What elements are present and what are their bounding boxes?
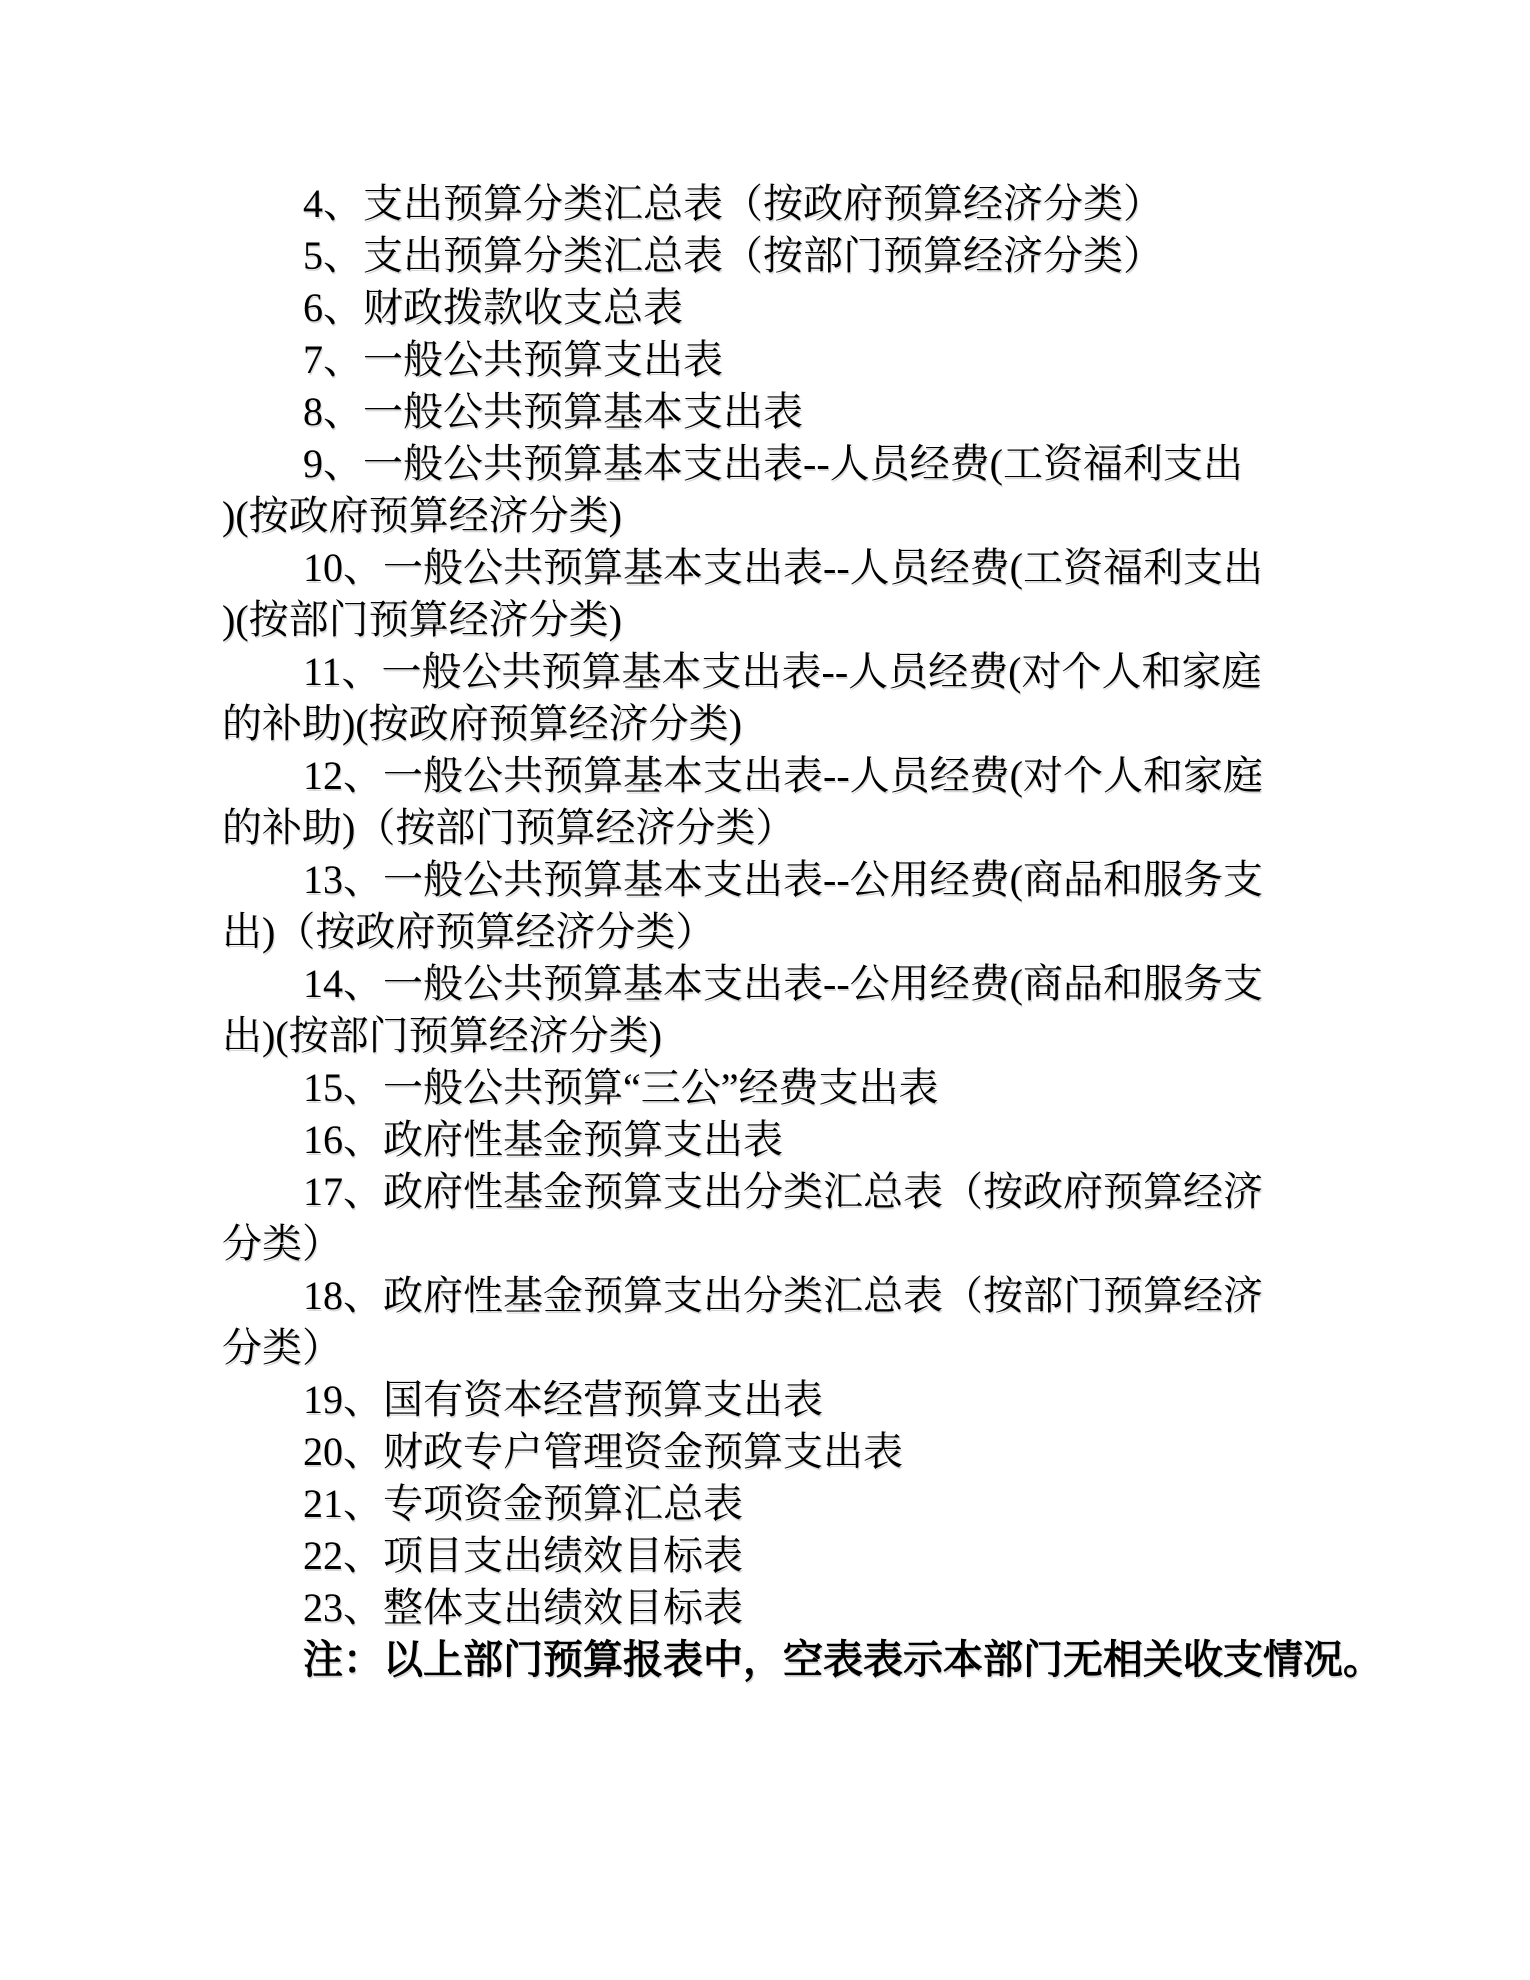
list-line: 17、政府性基金预算支出分类汇总表（按政府预算经济 bbox=[303, 1169, 1263, 1214]
list-line: 6、财政拨款收支总表 bbox=[303, 285, 683, 330]
list-line: 8、一般公共预算基本支出表 bbox=[303, 389, 803, 434]
list-line: 9、一般公共预算基本支出表--人员经费(工资福利支出 bbox=[303, 441, 1243, 486]
list-line: 出)(按部门预算经济分类) bbox=[222, 1013, 662, 1058]
list-line: 19、国有资本经营预算支出表 bbox=[303, 1377, 823, 1422]
list-line: 的补助)（按部门预算经济分类） bbox=[222, 805, 796, 850]
list-line: 5、支出预算分类汇总表（按部门预算经济分类） bbox=[303, 233, 1163, 278]
note-line: 注：以上部门预算报表中，空表表示本部门无相关收支情况。 bbox=[303, 1637, 1383, 1682]
list-line: 22、项目支出绩效目标表 bbox=[303, 1533, 743, 1578]
list-line: )(按政府预算经济分类) bbox=[222, 493, 622, 538]
list-line: 7、一般公共预算支出表 bbox=[303, 337, 723, 382]
list-line: 16、政府性基金预算支出表 bbox=[303, 1117, 783, 1162]
list-line: )(按部门预算经济分类) bbox=[222, 597, 622, 642]
budget-table-list bbox=[222, 178, 1422, 1686]
list-line: 的补助)(按政府预算经济分类) bbox=[222, 701, 742, 746]
list-line: 11、一般公共预算基本支出表--人员经费(对个人和家庭 bbox=[303, 649, 1262, 694]
list-line: 4、支出预算分类汇总表（按政府预算经济分类） bbox=[303, 181, 1163, 226]
list-line: 分类） bbox=[222, 1221, 342, 1266]
list-line: 出)（按政府预算经济分类） bbox=[222, 909, 716, 954]
list-line: 10、一般公共预算基本支出表--人员经费(工资福利支出 bbox=[303, 545, 1263, 590]
list-line: 14、一般公共预算基本支出表--公用经费(商品和服务支 bbox=[303, 961, 1263, 1006]
list-line: 12、一般公共预算基本支出表--人员经费(对个人和家庭 bbox=[303, 753, 1263, 798]
list-line: 20、财政专户管理资金预算支出表 bbox=[303, 1429, 903, 1474]
list-line: 15、一般公共预算“三公”经费支出表 bbox=[303, 1065, 939, 1110]
list-line: 13、一般公共预算基本支出表--公用经费(商品和服务支 bbox=[303, 857, 1263, 902]
list-line: 18、政府性基金预算支出分类汇总表（按部门预算经济 bbox=[303, 1273, 1263, 1318]
list-line: 21、专项资金预算汇总表 bbox=[303, 1481, 743, 1526]
list-line: 23、整体支出绩效目标表 bbox=[303, 1585, 743, 1630]
list-line: 分类） bbox=[222, 1325, 342, 1370]
